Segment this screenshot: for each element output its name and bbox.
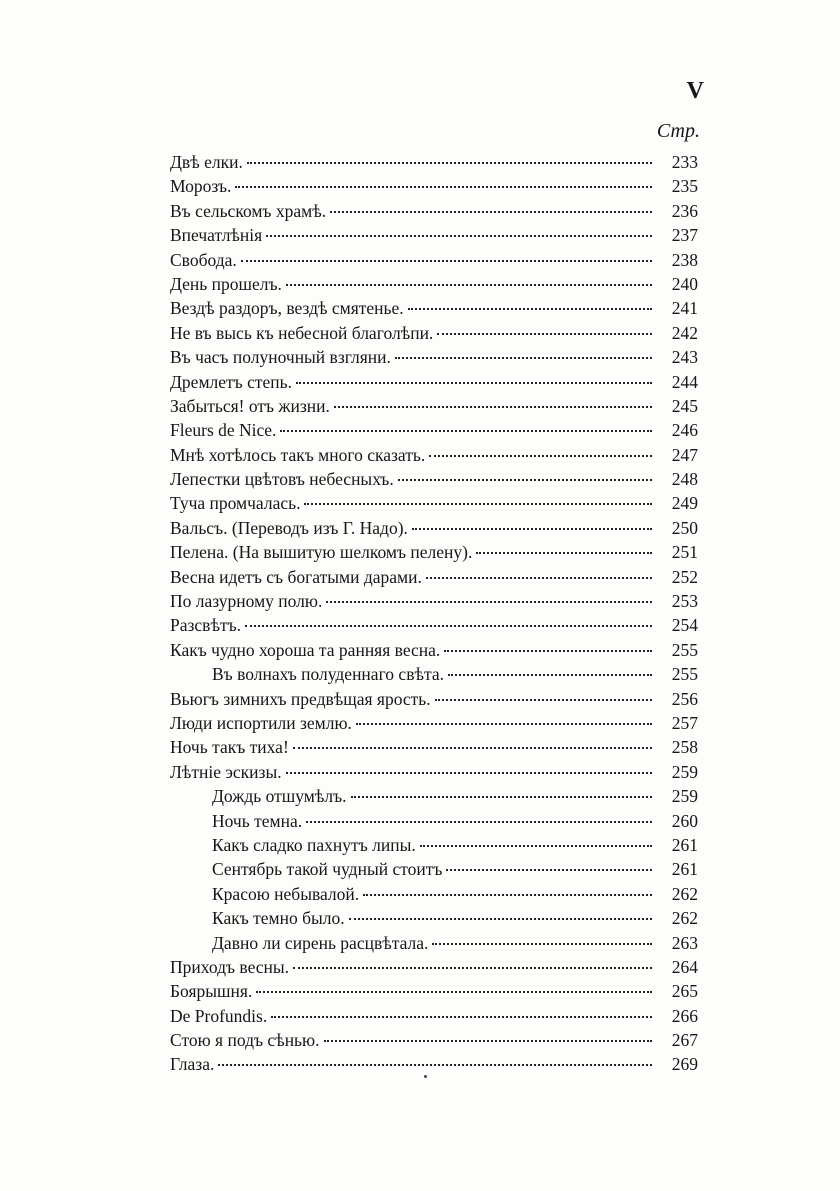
- dot-leader: [324, 1039, 653, 1042]
- dot-leader: [349, 917, 652, 920]
- toc-entry-page-number: 233: [671, 152, 698, 172]
- toc-entry-page-number: 261: [671, 834, 698, 855]
- toc-entry: [170, 1004, 698, 1028]
- toc-entry-title: День прошелъ.: [170, 273, 282, 294]
- toc-entry-page-number: 241: [671, 298, 698, 319]
- dot-leader: [304, 502, 652, 505]
- toc-entry-page-number: 252: [671, 566, 698, 587]
- toc-entry-page-number: 259: [671, 761, 698, 782]
- dot-leader: [395, 356, 652, 359]
- toc-entry-title: Свобода.: [170, 249, 237, 270]
- toc-entry-title: Fleurs de Nice.: [170, 420, 277, 441]
- toc-entry-title: Какъ сладко пахнутъ липы.: [212, 834, 416, 855]
- print-speck: [424, 1075, 427, 1078]
- toc-entry-title: Приходъ весны.: [170, 956, 290, 977]
- toc-entry-page-number: 235: [671, 176, 698, 197]
- table-of-contents: [170, 150, 698, 1077]
- toc-entry-title: Дремлетъ степь.: [170, 371, 293, 392]
- toc-entry-page-number: 262: [671, 908, 698, 929]
- toc-entry-title: Въ сельскомъ храмѣ.: [170, 200, 327, 221]
- toc-entry-title: Пелена. (На вышитую шелкомъ пелену).: [170, 542, 473, 563]
- toc-entry-page-number: 269: [671, 1054, 698, 1075]
- dot-leader: [271, 1015, 652, 1018]
- toc-entry-page-number: 256: [671, 688, 698, 709]
- toc-entry-title: Боярышня.: [170, 981, 253, 1002]
- toc-entry: [170, 784, 698, 808]
- toc-entry: [170, 370, 698, 394]
- toc-entry-title: Въ часъ полуночный взгляни.: [170, 347, 391, 368]
- toc-entry-page-number: 243: [671, 347, 698, 368]
- toc-entry: [170, 565, 698, 589]
- toc-entry: [170, 662, 698, 686]
- toc-entry-title: Давно ли сирень расцвѣтала.: [212, 932, 429, 953]
- dot-leader: [363, 893, 652, 896]
- toc-entry-page-number: 240: [671, 273, 698, 294]
- dot-leader: [306, 820, 652, 823]
- toc-entry-page-number: 247: [671, 444, 698, 465]
- dot-leader: [448, 673, 652, 676]
- dot-leader: [398, 478, 652, 481]
- dot-leader: [296, 381, 652, 384]
- toc-entry: [170, 199, 698, 223]
- toc-entry: [170, 979, 698, 1003]
- toc-entry: [170, 687, 698, 711]
- page-column-label: Стр.: [656, 120, 700, 142]
- toc-entry: [170, 467, 698, 491]
- toc-entry-title: Какъ темно было.: [212, 908, 345, 929]
- toc-entry: [170, 638, 698, 662]
- dot-leader: [256, 990, 652, 993]
- toc-entry: [170, 589, 698, 613]
- toc-entry: [170, 760, 698, 784]
- toc-entry-page-number: 251: [671, 542, 698, 563]
- toc-entry-page-number: 242: [671, 322, 698, 343]
- toc-entry-page-number: 262: [671, 883, 698, 904]
- toc-entry: [170, 491, 698, 515]
- toc-entry-title: Вальсъ. (Переводъ изъ Г. Надо).: [170, 517, 408, 538]
- toc-entry-title: Вездѣ раздоръ, вездѣ смятенье.: [170, 298, 404, 319]
- dot-leader: [429, 454, 652, 457]
- dot-leader: [426, 576, 652, 579]
- toc-entry-title: Ночь темна.: [212, 810, 303, 831]
- dot-leader: [286, 771, 652, 774]
- dot-leader: [420, 844, 652, 847]
- dot-leader: [280, 429, 652, 432]
- toc-entry: [170, 418, 698, 442]
- toc-entry-page-number: 246: [671, 420, 698, 441]
- dot-leader: [435, 698, 652, 701]
- dot-leader: [351, 795, 653, 798]
- toc-entry-page-number: 266: [671, 1005, 698, 1026]
- toc-entry-page-number: 248: [671, 469, 698, 490]
- toc-entry-title: Красою небывалой.: [212, 883, 360, 904]
- toc-entry: [170, 735, 698, 759]
- toc-entry: [170, 150, 698, 174]
- toc-entry-title: Какъ чудно хороша та ранняя весна.: [170, 639, 441, 660]
- dot-leader: [293, 746, 652, 749]
- dot-leader: [446, 868, 652, 871]
- dot-leader: [286, 283, 652, 286]
- dot-leader: [326, 600, 652, 603]
- toc-entry: [170, 296, 698, 320]
- toc-entry-title: Стою я подъ сѣнью.: [170, 1030, 320, 1051]
- toc-entry-title: Глаза.: [170, 1054, 215, 1075]
- toc-entry-title: Вьюгъ зимнихъ предвѣщая ярость.: [170, 688, 431, 709]
- dot-leader: [444, 649, 652, 652]
- dot-leader: [408, 307, 652, 310]
- dot-leader: [356, 722, 652, 725]
- toc-entry-page-number: 244: [671, 371, 698, 392]
- toc-entry-title: De Profundis.: [170, 1005, 268, 1026]
- toc-entry-page-number: 254: [671, 615, 698, 636]
- toc-entry-page-number: 261: [671, 859, 698, 880]
- dot-leader: [247, 161, 652, 164]
- toc-entry: [170, 540, 698, 564]
- toc-entry: [170, 321, 698, 345]
- toc-entry-page-number: 267: [671, 1030, 698, 1051]
- toc-entry-title: Забыться! отъ жизни.: [170, 395, 330, 416]
- toc-entry-page-number: 245: [671, 395, 698, 416]
- toc-entry-title: Туча промчалась.: [170, 493, 301, 514]
- dot-leader: [432, 942, 652, 945]
- toc-entry: [170, 1052, 698, 1076]
- toc-entry-page-number: 263: [671, 932, 698, 953]
- toc-entry-page-number: 253: [671, 591, 698, 612]
- toc-entry-page-number: 258: [671, 737, 698, 758]
- toc-entry-title: Люди испортили землю.: [170, 712, 352, 733]
- dot-leader: [437, 332, 652, 335]
- dot-leader: [293, 966, 652, 969]
- dot-leader: [235, 185, 652, 188]
- toc-entry-page-number: 250: [671, 517, 698, 538]
- toc-entry: [170, 1028, 698, 1052]
- toc-entry: [170, 248, 698, 272]
- toc-entry: [170, 345, 698, 369]
- toc-entry-title: Ночь такъ тиха!: [170, 737, 289, 758]
- toc-entry-page-number: 255: [671, 664, 698, 685]
- toc-entry: [170, 174, 698, 198]
- toc-entry-title: Морозъ.: [170, 176, 232, 197]
- dot-leader: [412, 527, 652, 530]
- dot-leader: [245, 624, 652, 627]
- toc-entry-page-number: 257: [671, 712, 698, 733]
- toc-entry: [170, 272, 698, 296]
- toc-entry: [170, 931, 698, 955]
- toc-entry: [170, 443, 698, 467]
- toc-entry: [170, 223, 698, 247]
- dot-leader: [266, 234, 652, 237]
- dot-leader: [476, 551, 652, 554]
- toc-entry: [170, 711, 698, 735]
- toc-entry-title: Лѣтніе эскизы.: [170, 761, 282, 782]
- toc-entry-title: По лазурному полю.: [170, 591, 323, 612]
- toc-entry: [170, 394, 698, 418]
- page-roman-numeral: V: [686, 78, 704, 104]
- toc-entry-page-number: 238: [671, 249, 698, 270]
- toc-entry: [170, 955, 698, 979]
- toc-entry: [170, 882, 698, 906]
- toc-entry-page-number: 259: [671, 786, 698, 807]
- toc-entry-title: Мнѣ хотѣлось такъ много сказать.: [170, 444, 426, 465]
- toc-entry-title: Сентябрь такой чудный стоитъ: [212, 859, 443, 880]
- toc-entry-page-number: 260: [671, 810, 698, 831]
- toc-entry: [170, 906, 698, 930]
- toc-entry: [170, 833, 698, 857]
- toc-entry-title: Двѣ елки.: [170, 152, 243, 172]
- toc-entry-title: Разсвѣтъ.: [170, 615, 242, 636]
- toc-entry-page-number: 249: [671, 493, 698, 514]
- toc-entry-title: Лепестки цвѣтовъ небесныхъ.: [170, 469, 394, 490]
- toc-entry-page-number: 264: [671, 956, 698, 977]
- toc-entry: [170, 516, 698, 540]
- dot-leader: [241, 259, 652, 262]
- toc-entry: [170, 809, 698, 833]
- toc-entry-page-number: 237: [671, 225, 698, 246]
- dot-leader: [330, 210, 652, 213]
- toc-entry-page-number: 255: [671, 639, 698, 660]
- toc-entry-title: Не въ высь къ небесной благолѣпи.: [170, 322, 434, 343]
- toc-entry-page-number: 265: [671, 981, 698, 1002]
- dot-leader: [218, 1063, 652, 1066]
- toc-entry-title: Весна идетъ съ богатыми дарами.: [170, 566, 422, 587]
- toc-entry: [170, 613, 698, 637]
- toc-entry-page-number: 236: [671, 200, 698, 221]
- toc-entry-title: Дождь отшумѣлъ.: [212, 786, 347, 807]
- toc-entry-title: Въ волнахъ полуденнаго свѣта.: [212, 664, 444, 685]
- toc-entry-title: Впечатлѣнія: [170, 225, 263, 246]
- toc-entry: [170, 857, 698, 881]
- dot-leader: [334, 405, 652, 408]
